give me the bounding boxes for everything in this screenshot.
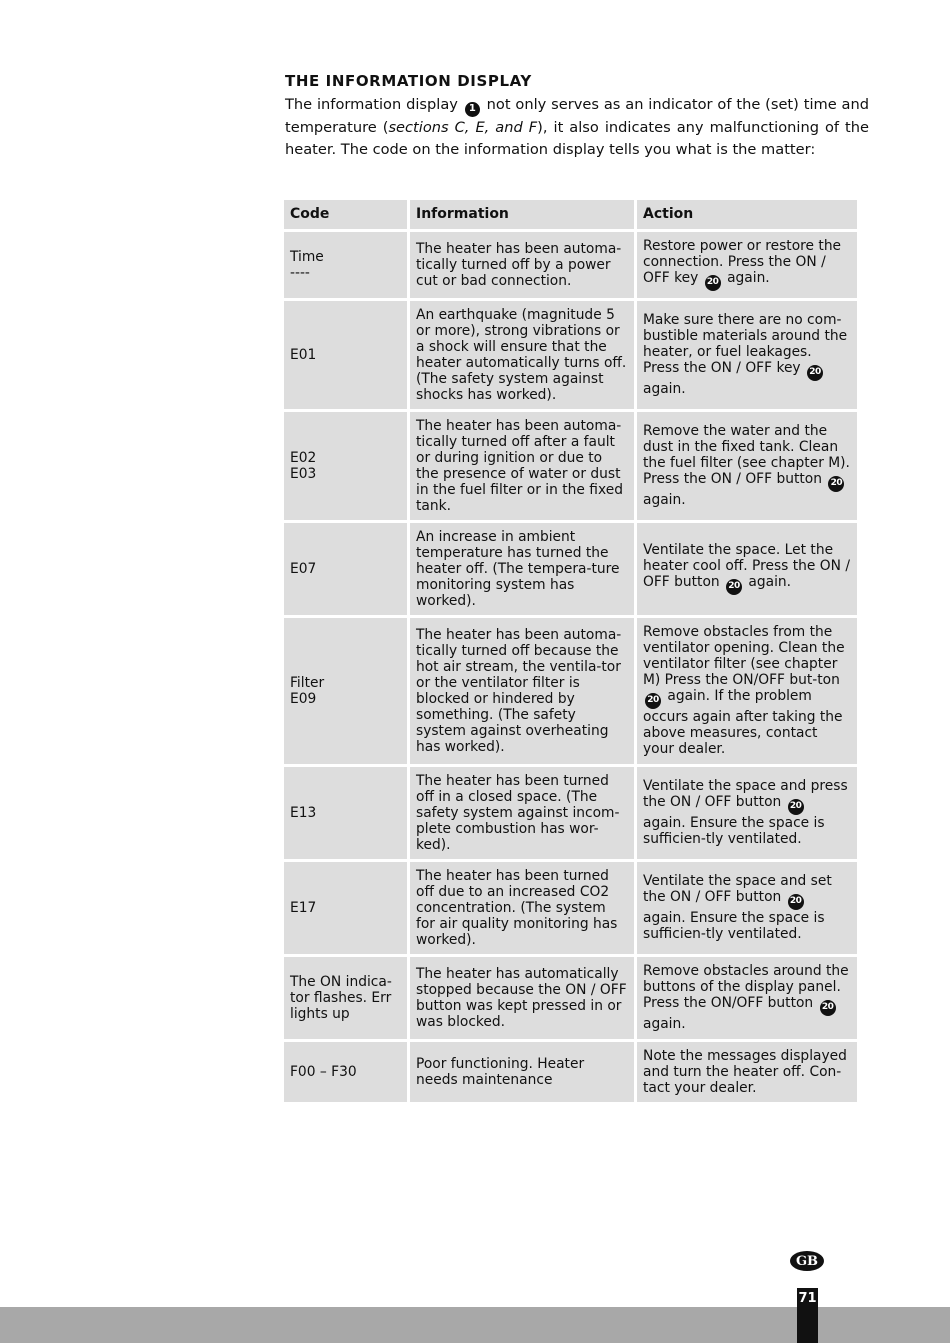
action-text: Remove the water and the dust in the fixed tank. Clean the fuel filter (see chapter M). Press the ON / OFF button <box>643 423 850 488</box>
on-off-button-ref-icon: 20 <box>726 579 742 595</box>
information-cell: The heater has been automa-tically turned off because the hot air stream, the ventila-tor or the ventilator filter is blocked or hindered by something. (The safety system against overheating has worked). <box>410 618 634 764</box>
action-text: Ventilate the space and press the ON / OFF button <box>643 778 848 811</box>
action-text: Make sure there are no com-bustible materials around the heater, or fuel leakages. Press the ON / OFF key <box>643 312 848 377</box>
intro-part2: not only serves as an indicator of the (set) time and temperature ( <box>285 96 870 136</box>
code-primary: F00 – F30 <box>290 1063 357 1080</box>
action-text-continued: again. If the problem occurs again after taking the above measures, contact your dealer. <box>643 688 843 757</box>
information-cell: An earthquake (magnitude 5 or more), strong vibrations or a shock will ensure that the heater automatically turns off. (The safety system against shocks has worked). <box>410 301 634 409</box>
action-cell <box>637 862 857 954</box>
code-cell <box>284 767 407 859</box>
header-code: Code <box>284 200 407 229</box>
action-text-continued: again. <box>727 270 770 287</box>
table-row <box>284 618 857 764</box>
code-cell <box>284 957 407 1039</box>
action-cell <box>637 232 857 298</box>
information-cell: The heater has been turned off due to an increased CO2 concentration. (The system for air quality monitoring has worked). <box>410 862 634 954</box>
action-cell <box>637 301 857 409</box>
information-cell: The heater has automatically stopped because the ON / OFF button was kept pressed in or was blocked. <box>410 957 634 1039</box>
on-off-button-ref-icon: 20 <box>788 799 804 815</box>
action-text-continued: again. <box>748 574 792 591</box>
intro-part1: The information display <box>285 96 458 113</box>
action-text: Ventilate the space. Let the heater cool off. Press the ON / OFF button <box>643 542 850 591</box>
on-off-button-ref-icon: 20 <box>820 1000 836 1016</box>
information-cell: The heater has been automa-tically turned off after a fault or during ignition or due to the presence of water or dust in the fuel filter or in the fixed tank. <box>410 412 634 520</box>
action-text-continued: again. Ensure the space is sufficien-tly ventilated. <box>643 909 825 942</box>
action-cell <box>637 767 857 859</box>
information-cell: An increase in ambient temperature has turned the heater off. (The tempera-ture monitoring system has worked). <box>410 523 634 615</box>
table-row <box>284 232 857 298</box>
section <box>285 72 869 161</box>
code-cell <box>284 232 407 298</box>
code-cell <box>284 523 407 615</box>
information-cell: The heater has been automa-tically turned off by a power cut or bad connection. <box>410 232 634 298</box>
code-cell <box>284 618 407 764</box>
information-cell: The heater has been turned off in a closed space. (The safety system against incom-plete combustion has wor-ked). <box>410 767 634 859</box>
on-off-button-ref-icon: 20 <box>705 275 721 291</box>
code-cell <box>284 412 407 520</box>
intro-part3: ), it also indicates any malfunctioning of the heater. The code on the information display tells you what is the matter: <box>285 118 869 158</box>
action-text-continued: again. <box>643 491 686 508</box>
information-cell: Poor functioning. Heater needs maintenance <box>410 1042 634 1102</box>
action-text-continued: again. Ensure the space is sufficien-tly ventilated. <box>643 814 825 847</box>
on-off-button-ref-icon: 20 <box>828 476 844 492</box>
table-row <box>284 1042 857 1102</box>
code-cell <box>284 862 407 954</box>
on-off-button-ref-icon: 20 <box>645 693 661 709</box>
display-ref-number-icon: 1 <box>465 102 480 117</box>
code-primary: The ON indica-tor flashes. Err lights up <box>290 973 392 1022</box>
table-header-row <box>284 200 857 229</box>
action-text-continued: again. <box>643 1015 686 1032</box>
code-primary: E17 <box>290 899 317 916</box>
action-cell <box>637 523 857 615</box>
table-row <box>284 523 857 615</box>
section-title: THE INFORMATION DISPLAY <box>285 72 532 90</box>
intro-italic-sections: sections C, E, and F <box>388 118 538 136</box>
code-primary: E02 <box>290 449 317 466</box>
table-row <box>284 412 857 520</box>
code-cell <box>284 1042 407 1102</box>
header-information: Information <box>410 200 634 229</box>
table-row <box>284 301 857 409</box>
code-primary: E07 <box>290 560 317 577</box>
action-cell <box>637 618 857 764</box>
code-secondary: E09 <box>290 690 317 707</box>
action-text: Ventilate the space and set the ON / OFF button <box>643 873 832 906</box>
on-off-button-ref-icon: 20 <box>788 894 804 910</box>
table-row <box>284 862 857 954</box>
action-text: Note the messages displayed and turn the heater off. Con-tact your dealer. <box>643 1047 847 1096</box>
code-secondary: E03 <box>290 465 317 482</box>
action-cell <box>637 957 857 1039</box>
code-primary: E01 <box>290 346 317 363</box>
action-text: Restore power or restore the connection. Press the ON / OFF key <box>643 238 842 287</box>
code-cell <box>284 301 407 409</box>
language-badge: GB <box>790 1251 824 1271</box>
action-text: Remove obstacles around the buttons of the display panel. Press the ON/OFF button <box>643 963 849 1012</box>
code-secondary: ---- <box>290 264 310 281</box>
code-primary: E13 <box>290 804 317 821</box>
action-text-continued: again. <box>643 380 686 397</box>
code-primary: Filter <box>290 674 325 691</box>
intro-paragraph <box>285 94 869 161</box>
action-text: Remove obstacles from the ventilator opening. Clean the ventilator filter (see chapter M) Press the ON/OFF but-ton <box>643 624 845 689</box>
page-number: 71 <box>798 1291 817 1306</box>
header-action: Action <box>637 200 857 229</box>
error-code-table <box>281 197 860 1105</box>
action-cell <box>637 1042 857 1102</box>
table-row <box>284 957 857 1039</box>
table-row <box>284 767 857 859</box>
on-off-button-ref-icon: 20 <box>807 365 823 381</box>
action-cell <box>637 412 857 520</box>
code-primary: Time <box>290 248 324 265</box>
